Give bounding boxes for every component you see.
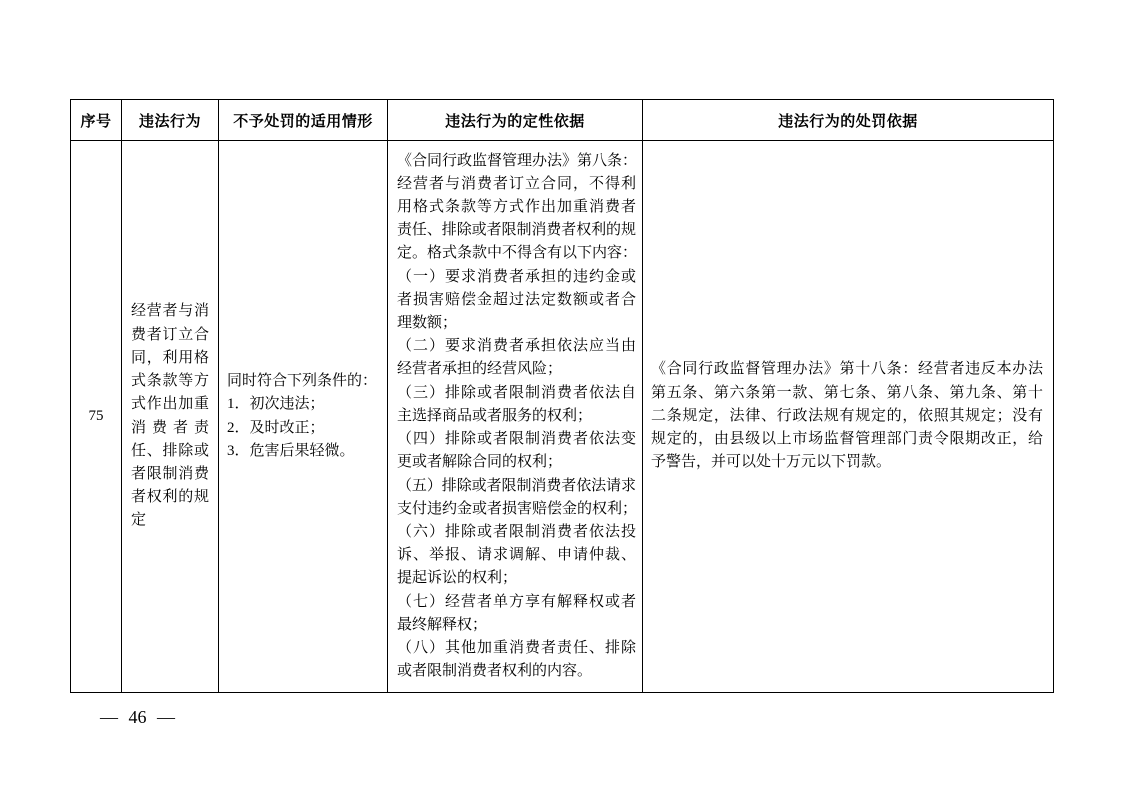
qualification-paragraph	[397, 637, 636, 683]
qualification-line: 经营者承担的经营风险；	[397, 361, 563, 378]
qualification-line: （六）排除或者限制消费者依法投	[397, 523, 637, 540]
qualification-line: 者损害赔偿金超过法定数额或者合	[397, 291, 637, 308]
penalty-line: 规定的，由县级以上市场监督管理部门责令限期改正，给	[651, 431, 1044, 448]
exemption-line: 2．及时改正；	[227, 419, 325, 436]
qualification-paragraph	[397, 475, 636, 521]
row-qualification-cell	[388, 141, 643, 693]
header-qualification-basis: 违法行为的定性依据	[388, 100, 643, 141]
violation-line: 同，利用格	[131, 349, 210, 366]
header-seq: 序号	[71, 100, 122, 141]
row-penalty-cell	[643, 141, 1054, 693]
row-seq-number: 75	[88, 408, 104, 424]
row-qualification-text	[397, 150, 636, 684]
qualification-line: 最终解释权；	[397, 616, 488, 633]
qualification-paragraph	[397, 173, 636, 266]
qualification-paragraph	[397, 382, 636, 428]
qualification-line: 理数额；	[397, 315, 458, 332]
penalty-line: 《合同行政监督管理办法》第十八条：经营者违反本办法	[651, 361, 1044, 378]
violation-paragraph	[131, 300, 215, 532]
qualification-line: （四）排除或者限制消费者依法变	[397, 431, 637, 448]
violation-line: 任、排除或	[131, 442, 210, 459]
qualification-line: （八）其他加重消费者责任、排除	[397, 639, 637, 656]
penalty-line: 予警告，并可以处十万元以下罚款。	[651, 454, 892, 471]
violation-line: 式条款等方	[131, 373, 210, 390]
exemption-paragraph	[227, 370, 381, 393]
header-penalty-basis: 违法行为的处罚依据	[643, 100, 1054, 141]
header-violation: 违法行为	[122, 100, 219, 141]
exemption-paragraph	[227, 417, 381, 440]
page-number: — 46 —	[100, 707, 175, 727]
qualification-line: 《合同行政监督管理办法》第八条：	[397, 152, 638, 169]
violation-line: 消费者责	[131, 419, 215, 436]
qualification-line: 责任、排除或者限制消费者权利的规	[397, 222, 636, 239]
violation-line: 者权利的规	[131, 489, 210, 506]
qualification-line: 主选择商品或者服务的权利；	[397, 407, 593, 424]
penalty-paragraph	[651, 358, 1043, 474]
qualification-paragraph	[397, 266, 636, 336]
qualification-line: 提起诉讼的权利；	[397, 570, 518, 587]
penalty-line: 二条规定，法律、行政法规有规定的，依照其规定；没有	[651, 407, 1044, 424]
qualification-paragraph	[397, 150, 636, 173]
exemption-paragraph	[227, 440, 381, 463]
row-penalty-text	[651, 358, 1043, 474]
qualification-line: 更或者解除合同的权利；	[397, 454, 563, 471]
qualification-paragraph	[397, 428, 636, 474]
qualification-line: （二）要求消费者承担依法应当由	[397, 338, 637, 355]
qualification-line: 或者限制消费者权利的内容。	[397, 663, 593, 680]
row-exemption-text	[227, 370, 381, 463]
qualification-line: 诉、举报、请求调解、申请仲裁、	[397, 547, 637, 564]
penalty-rules-table	[70, 99, 1054, 693]
qualification-line: 用格式条款等方式作出加重消费者	[397, 199, 637, 216]
violation-line: 式作出加重	[131, 396, 210, 413]
qualification-line: 定。格式条款中不得含有以下内容：	[397, 245, 638, 262]
qualification-paragraph	[397, 521, 636, 591]
qualification-line: （一）要求消费者承担的违约金或	[397, 268, 637, 285]
row-violation-cell	[122, 141, 219, 693]
qualification-line: 经营者与消费者订立合同，不得利	[397, 175, 637, 192]
table-header-row	[71, 100, 1054, 141]
violation-line: 者限制消费	[131, 465, 210, 482]
violation-line: 定	[131, 512, 147, 529]
header-exemption-conditions: 不予处罚的适用情形	[219, 100, 388, 141]
qualification-line: （五）排除或者限制消费者依法请求	[397, 477, 636, 494]
qualification-line: 支付违约金或者损害赔偿金的权利；	[397, 500, 638, 517]
exemption-paragraph	[227, 393, 381, 416]
table-row	[71, 141, 1054, 693]
qualification-paragraph	[397, 591, 636, 637]
penalty-line: 第五条、第六条第一款、第七条、第八条、第九条、第十	[651, 384, 1044, 401]
row-exemption-cell	[219, 141, 388, 693]
qualification-line: （七）经营者单方享有解释权或者	[397, 593, 637, 610]
violation-line: 费者订立合	[131, 326, 210, 343]
qualification-line: （三）排除或者限制消费者依法自	[397, 384, 637, 401]
exemption-line: 1．初次违法；	[227, 396, 325, 413]
exemption-line: 3．危害后果轻微。	[227, 442, 355, 459]
qualification-paragraph	[397, 335, 636, 381]
exemption-line: 同时符合下列条件的：	[227, 373, 378, 390]
row-violation-text	[131, 300, 215, 532]
violation-line: 经营者与消	[131, 303, 210, 320]
row-seq-cell	[71, 141, 122, 693]
